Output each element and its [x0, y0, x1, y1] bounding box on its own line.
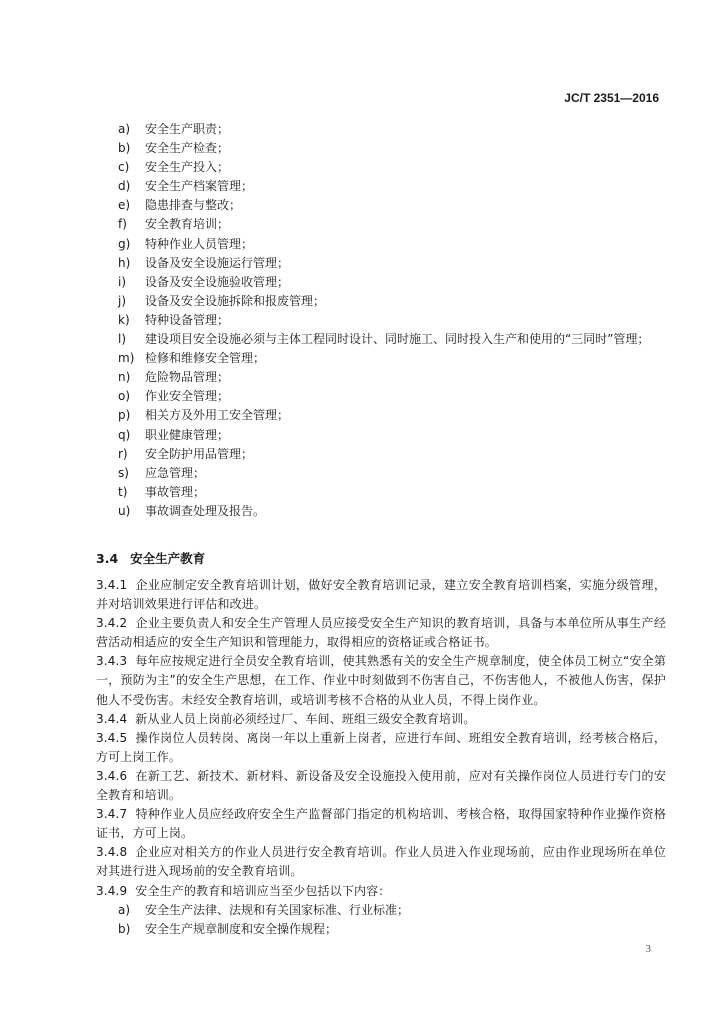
clause-number: 3.4.7 [96, 807, 128, 822]
clause-text: 新从业人员上岗前必须经过厂、车间、班组三级安全教育培训。 [135, 711, 476, 726]
clause-number: 3.4.4 [96, 711, 128, 726]
training-content-list [96, 901, 666, 939]
list-item-label: u) [118, 503, 131, 518]
list-item-text: 相关方及外用工安全管理； [145, 408, 290, 423]
list-item-text: 设备及安全设施验收管理； [145, 274, 290, 289]
list-item-label: h) [118, 255, 131, 270]
list-item-text: 检修和维修安全管理； [145, 351, 266, 366]
clause-number: 3.4.5 [96, 730, 128, 745]
list-item-text: 事故调查处理及报告。 [145, 503, 266, 518]
list-item [118, 120, 678, 139]
list-item-label: s) [118, 465, 129, 480]
list-item-label: e) [118, 198, 131, 213]
clause-text: 操作岗位人员转岗、离岗一年以上重新上岗者，应进行车间、班组安全教育培训，经考核合格后，方可上岗工作。 [96, 730, 666, 764]
list-item-label: m) [118, 351, 135, 366]
list-item-text: 安全生产法律、法规和有关国家标准、行业标准； [145, 902, 410, 917]
list-item [118, 158, 678, 177]
clause-paragraph [96, 729, 666, 767]
management-items-list [118, 120, 678, 521]
list-item-text: 作业安全管理； [145, 389, 230, 404]
list-item [118, 139, 678, 158]
list-item [118, 426, 678, 445]
list-item-label: n) [118, 370, 131, 385]
clause-text: 企业主要负责人和安全生产管理人员应接受安全生产知识的教育培训，具备与本单位所从事生产经营活动相适应的安全生产知识和管理能力，取得相应的资格证或合格证书。 [96, 616, 666, 650]
list-item-text: 隐患排查与整改； [145, 198, 242, 213]
list-item-text: 特种作业人员管理； [145, 236, 254, 251]
list-item [118, 368, 678, 387]
list-item-label: a) [118, 902, 131, 917]
list-item [118, 311, 678, 330]
list-item [118, 273, 678, 292]
clause-paragraph [96, 882, 666, 901]
list-item-label: c) [118, 160, 130, 175]
clause-number: 3.4.9 [96, 883, 128, 898]
clause-text: 企业应制定安全教育培训计划，做好安全教育培训记录，建立安全教育培训档案，实施分级管理，并对培训效果进行评估和改进。 [96, 578, 666, 612]
list-item-label: d) [118, 179, 131, 194]
clause-text: 安全生产的教育和培训应当至少包括以下内容： [135, 883, 391, 898]
list-item-text: 建设项目安全设施必须与主体工程同时设计、同时施工、同时投入生产和使用的“三同时”管理； [145, 332, 650, 347]
clause-text: 企业应对相关方的作业人员进行安全教育培训。作业人员进入作业现场前，应由作业现场所在单位对其进行进入现场前的安全教育培训。 [96, 845, 666, 879]
list-item-text: 安全生产职责； [145, 122, 230, 136]
list-item [118, 920, 666, 939]
clause-text: 特种作业人员应经政府安全生产监督部门指定的机构培训、考核合格，取得国家特种作业操作资格证书，方可上岗。 [96, 807, 666, 841]
list-item-text: 安全生产规章制度和安全操作规程； [145, 921, 338, 936]
list-item [118, 215, 678, 234]
list-item [118, 445, 678, 464]
list-item-text: 安全生产档案管理； [145, 179, 254, 194]
list-item [118, 901, 666, 920]
clause-paragraph [96, 576, 666, 614]
page-number: 3 [645, 943, 651, 955]
section-title: 安全生产教育 [130, 551, 206, 566]
clauses-body [96, 576, 666, 939]
clause-text: 在新工艺、新技术、新材料、新设备及安全设施投入使用前，应对有关操作岗位人员进行专门的安全教育和培训。 [96, 768, 666, 803]
clause-text: 每年应按规定进行全员安全教育培训，使其熟悉有关的安全生产规章制度，使全体员工树立“安全第一，预防为主”的安全生产思想，在工作、作业中时刻做到不伤害自己，不伤害他人，不被他人伤害，保护他人不受伤害。未经安全教育培训，或培训考核不合格的从业人员，不得上岗作业。 [96, 654, 666, 707]
list-item-label: b) [118, 141, 131, 156]
list-item-text: 安全教育培训； [145, 217, 230, 232]
list-item [118, 177, 678, 196]
list-item-label: b) [118, 921, 131, 936]
list-item-text: 设备及安全设施运行管理； [145, 255, 290, 270]
list-item-label: q) [118, 427, 131, 442]
list-item-label: i) [118, 274, 127, 289]
list-item [118, 483, 678, 502]
list-item-text: 安全生产投入； [145, 160, 230, 175]
list-item [118, 406, 678, 425]
section-heading [96, 549, 205, 567]
list-item [118, 349, 678, 368]
list-item [118, 292, 678, 311]
clause-paragraph [96, 805, 666, 843]
list-item-text: 设备及安全设施拆除和报废管理； [145, 293, 326, 308]
section-number: 3.4 [96, 551, 119, 566]
list-item [118, 235, 678, 254]
list-item-label: j) [118, 293, 127, 308]
clause-paragraph [96, 652, 666, 709]
clause-paragraph [96, 843, 666, 881]
standard-number: JC/T 2351—2016 [564, 91, 659, 105]
list-item [118, 330, 678, 349]
list-item [118, 464, 678, 483]
list-item-label: p) [118, 408, 131, 423]
list-item-text: 安全防护用品管理； [145, 446, 254, 461]
list-item-label: f) [118, 217, 127, 232]
list-item-label: l) [118, 332, 127, 347]
clause-number: 3.4.8 [96, 845, 128, 860]
list-item-label: a) [118, 122, 131, 136]
list-item-text: 特种设备管理； [145, 312, 230, 327]
clause-paragraph [96, 767, 666, 805]
clause-paragraph [96, 614, 666, 652]
list-item-text: 职业健康管理； [145, 427, 230, 442]
list-item-label: o) [118, 389, 131, 404]
clause-number: 3.4.6 [96, 768, 128, 783]
list-item-label: t) [118, 484, 128, 499]
list-item [118, 387, 678, 406]
list-item-text: 事故管理； [145, 484, 206, 499]
clause-paragraph [96, 710, 666, 729]
list-item [118, 196, 678, 215]
list-item-label: g) [118, 236, 131, 251]
list-item-label: r) [118, 446, 128, 461]
list-item-label: k) [118, 312, 130, 327]
clause-number: 3.4.1 [96, 578, 128, 592]
clause-number: 3.4.2 [96, 616, 128, 631]
list-item [118, 502, 678, 521]
list-item-text: 应急管理； [145, 465, 206, 480]
list-item [118, 254, 678, 273]
list-item-text: 安全生产检查； [145, 141, 230, 156]
clause-number: 3.4.3 [96, 654, 128, 669]
list-item-text: 危险物品管理； [145, 370, 230, 385]
